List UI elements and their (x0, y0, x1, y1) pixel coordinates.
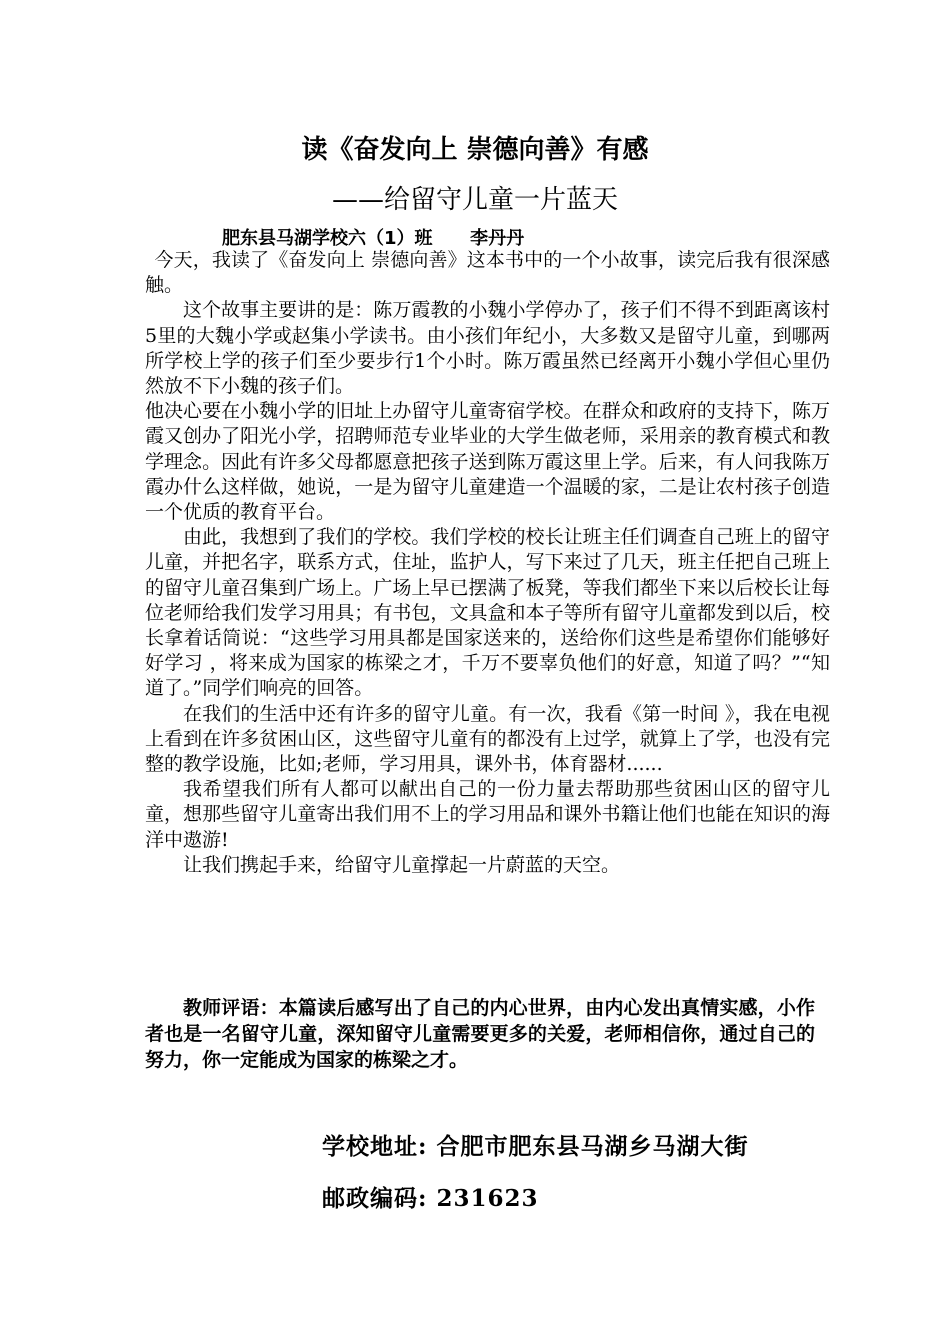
paragraph: 今天，我读了《奋发向上 崇德向善》这本书中的一个小故事，读完后我有很深感触。 (145, 249, 830, 297)
essay-body (145, 248, 830, 878)
paragraph: 在我们的生活中还有许多的留守儿童。有一次，我看《第一时间 》，我在电视上看到在许多贫困山区，这些留守儿童有的都没有上过学，就算上了学，也没有完整的教学设施，比如;老师，学习用具，课外书，体育器材...... (145, 702, 830, 776)
essay-subtitle: ——给留守儿童一片蓝天 (331, 185, 618, 215)
paragraph: 让我们携起手来，给留守儿童撑起一片蔚蓝的天空。 (183, 853, 621, 876)
author-byline: 肥东县马湖学校六（1）班 李丹丹 (222, 228, 525, 249)
postal-code: 邮政编码: 231623 (322, 1185, 539, 1212)
teacher-comment: 教师评语：本篇读后感写出了自己的内心世界，由内心发出真情实感，小作者也是一名留守儿童，深知留守儿童需要更多的关爱，老师相信你，通过自己的努力，你一定能成为国家的栋梁之才。 (145, 997, 815, 1071)
paragraph: 他决心要在小魏小学的旧址上办留守儿童寄宿学校。在群众和政府的支持下，陈万霞又创办了阳光小学，招聘师范专业毕业的大学生做老师，采用亲的教育模式和教学理念。因此有许多父母都愿意把孩子送到陈万霞这里上学。后来，有人问我陈万霞办什么这样做，她说，一是为留守儿童建造一个温暖的家，二是让农村孩子创造一个优质的教育平台。 (145, 400, 830, 524)
paragraph: 这个故事主要讲的是：陈万霞教的小魏小学停办了，孩子们不得不到距离该村5里的大魏小学或赵集小学读书。由小孩们年纪小，大多数又是留守儿童，到哪两所学校上学的孩子们至少要步行1个小时。陈万霞虽然已经离开小魏小学但心里仍然放不下小魏的孩子们。 (145, 299, 830, 398)
essay-title: 读《奋发向上 崇德向善》有感 (301, 135, 649, 165)
paragraph: 我希望我们所有人都可以献出自己的一份力量去帮助那些贫困山区的留守儿童，想那些留守儿童寄出我们用不上的学习用品和课外书籍让他们也能在知识的海洋中遨游! (145, 778, 830, 851)
school-address: 学校地址: 合肥市肥东县马湖乡马湖大街 (322, 1133, 749, 1160)
paragraph: 由此，我想到了我们的学校。我们学校的校长让班主任们调查自己班上的留守儿童，并把名字，联系方式，住址，监护人，写下来过了几天，班主任把自己班上的留守儿童召集到广场上。广场上早已摆满了板凳，等我们都坐下来以后校长让每位老师给我们发学习用具；有书包，文具盒和本子等所有留守儿童都发到以后，校长拿着话筒说：“这些学习用具都是国家送来的，送给你们这些是希望你们能够好好学习 ，将来成为国家的栋梁之才，千万不要辜负他们的好意，知道了吗？”“知道了。”同学们响亮的回答。 (145, 526, 830, 700)
